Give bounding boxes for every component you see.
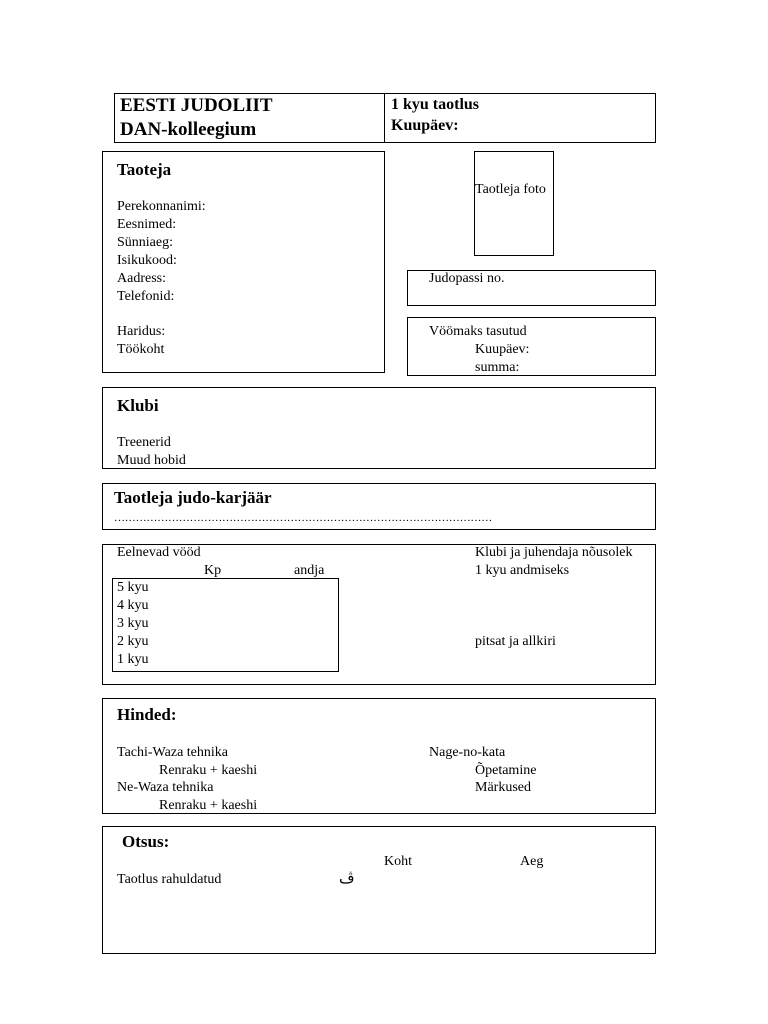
career-dots: ……………………………………………………………………………………………	[114, 512, 493, 524]
decision-title: Otsus:	[122, 832, 170, 851]
belts-label: Eelnevad vööd	[117, 545, 201, 560]
belt-3kyu: 3 kyu	[117, 616, 149, 631]
club-coaches: Treenerid	[117, 435, 171, 450]
belt-4kyu: 4 kyu	[117, 598, 149, 613]
career-title: Taotleja judo-karjäär	[114, 488, 272, 507]
belt-2kyu: 2 kyu	[117, 634, 149, 649]
judopass-label: Judopassi no.	[429, 271, 505, 286]
photo-label: Taotleja foto	[475, 182, 546, 197]
field-firstnames: Eesnimed:	[117, 217, 177, 232]
decision-time: Aeg	[520, 854, 544, 869]
decision-box	[102, 826, 656, 954]
decision-mark: ڤ	[339, 871, 355, 887]
club-title: Klubi	[117, 396, 159, 415]
stamp-signature: pitsat ja allkiri	[475, 634, 556, 649]
consent-line-2: 1 kyu andmiseks	[475, 563, 570, 578]
belts-col-giver: andja	[294, 563, 325, 578]
photo-box	[474, 151, 554, 256]
grade-notes: Märkused	[475, 780, 531, 795]
belt-1kyu: 1 kyu	[117, 652, 149, 667]
field-idcode: Isikukood:	[117, 253, 177, 268]
college-name: DAN-kolleegium	[120, 119, 257, 140]
fee-label: Vöömaks tasutud	[429, 324, 527, 339]
grades-title: Hinded:	[117, 705, 177, 724]
belts-col-date: Kp	[204, 563, 222, 578]
field-address: Aadress:	[117, 271, 166, 286]
header-date-label: Kuupäev:	[391, 117, 459, 134]
application-title: 1 kyu taotlus	[391, 96, 480, 113]
field-surname: Perekonnanimi:	[117, 199, 206, 214]
field-workplace: Töökoht	[117, 342, 165, 357]
grade-tachi-waza: Tachi-Waza tehnika	[117, 745, 228, 760]
club-hobbies: Muud hobid	[117, 453, 186, 468]
applicant-title: Taoteja	[117, 160, 172, 179]
consent-line-1: Klubi ja juhendaja nõusolek	[475, 545, 633, 560]
decision-place: Koht	[384, 854, 412, 869]
grade-nage-no-kata: Nage-no-kata	[429, 745, 506, 760]
grade-renraku-1: Renraku + kaeshi	[159, 763, 258, 778]
grade-ne-waza: Ne-Waza tehnika	[117, 780, 214, 795]
grade-teaching: Õpetamine	[475, 763, 537, 778]
grade-renraku-2: Renraku + kaeshi	[159, 798, 258, 813]
field-birthdate: Sünniaeg:	[117, 235, 173, 250]
field-phones: Telefonid:	[117, 289, 175, 304]
decision-granted: Taotlus rahuldatud	[117, 872, 222, 887]
fee-sum: summa:	[475, 360, 520, 375]
header-divider	[384, 93, 385, 143]
fee-date: Kuupäev:	[475, 342, 530, 357]
belt-5kyu: 5 kyu	[117, 580, 149, 595]
org-name: EESTI JUDOLIIT	[120, 95, 273, 116]
field-education: Haridus:	[117, 324, 166, 339]
